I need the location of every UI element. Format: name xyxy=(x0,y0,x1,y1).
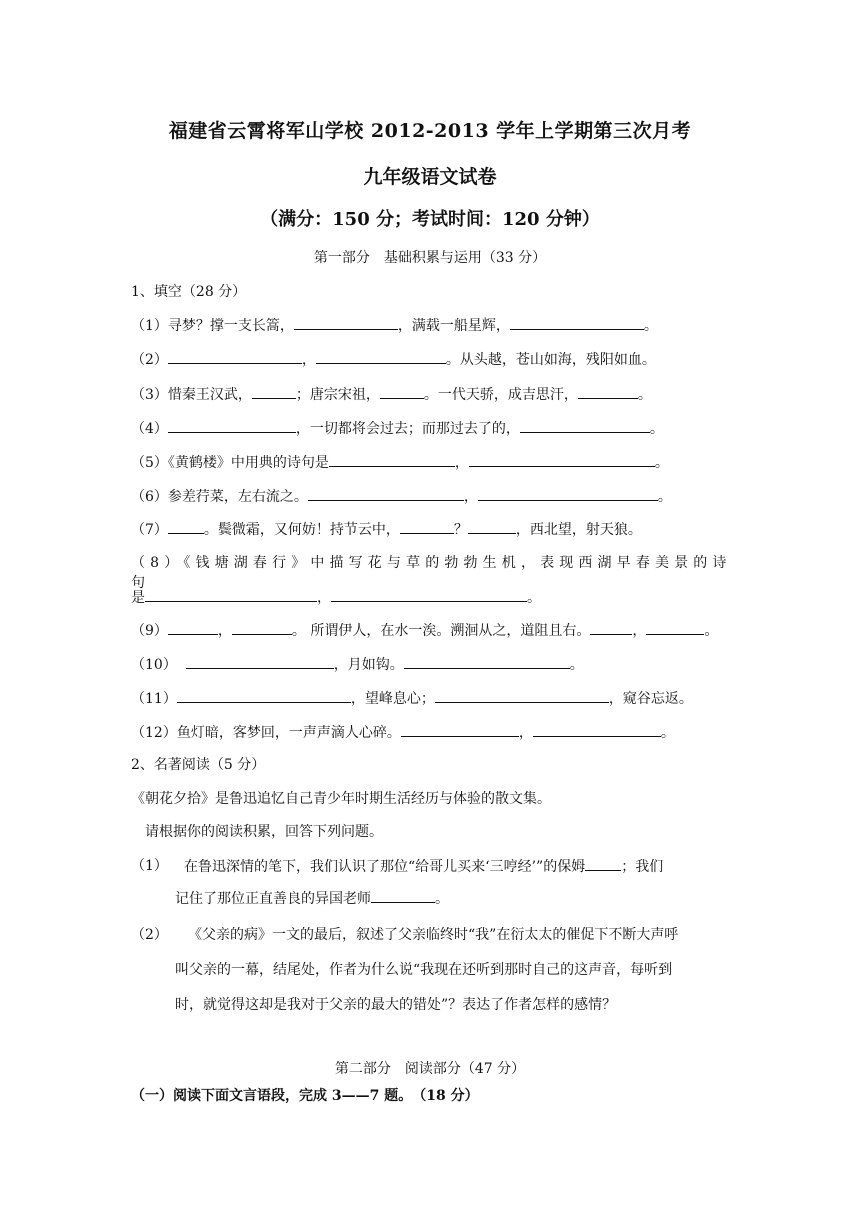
q1-item-7-text-b: 。鬓微霜，又何妨！持节云中， xyxy=(203,522,400,538)
q1-item-7-text-a: （7） xyxy=(131,522,168,538)
q1-item-3 xyxy=(131,384,731,405)
answer-blank[interactable] xyxy=(435,688,609,703)
answer-blank[interactable] xyxy=(168,519,204,534)
answer-blank[interactable] xyxy=(177,688,351,703)
q1-item-3-text-d: 。 xyxy=(637,387,652,403)
q1-item-7-text-d: ，西北望，射天狼。 xyxy=(515,522,642,538)
q1-item-12-text-c: 。 xyxy=(660,725,675,741)
q2-s2-line3: 时，就觉得这却是我对于父亲的最大的错处”？表达了作者怎样的感情？ xyxy=(175,997,617,1013)
q1-item-6 xyxy=(131,486,731,507)
q1-item-1-text-c: 。 xyxy=(643,318,658,334)
q2-s2-line2: 叫父亲的一幕，结尾处，作者为什么说“我现在还听到那时自己的这声音，每听到 xyxy=(175,962,673,978)
q2-s1-line1 xyxy=(184,856,744,877)
answer-blank[interactable] xyxy=(468,519,516,534)
q1-item-10-text-c: 。 xyxy=(569,657,584,673)
q1-item-3-text-c: 。一代天骄，成吉思汗， xyxy=(423,387,578,403)
part2-heading: 第二部分 阅读部分（47 分） xyxy=(334,1061,526,1077)
q1-item-2 xyxy=(131,349,731,370)
q1-item-6-text-c: 。 xyxy=(657,489,672,505)
q1-item-5-text-b: ， xyxy=(454,455,469,471)
answer-blank[interactable] xyxy=(329,452,455,467)
q2-s1-text-d: 。 xyxy=(435,891,449,907)
answer-blank[interactable] xyxy=(469,452,655,467)
answer-blank[interactable] xyxy=(168,620,218,635)
q1-item-11-text-c: ，窥谷忘返。 xyxy=(608,691,693,707)
q1-item-5 xyxy=(131,452,731,473)
answer-blank[interactable] xyxy=(294,315,398,330)
q1-item-10 xyxy=(131,654,731,675)
q1-item-2-text-a: （2） xyxy=(131,352,168,368)
exam-subtitle: 九年级语文试卷 xyxy=(363,166,497,188)
q1-item-1-text-b: ，满载一船星辉， xyxy=(397,318,510,334)
answer-blank[interactable] xyxy=(590,620,632,635)
q1-item-5-text-a: （5）《黄鹤楼》中用典的诗句是 xyxy=(131,455,329,471)
answer-blank[interactable] xyxy=(232,620,292,635)
answer-blank[interactable] xyxy=(316,349,446,364)
answer-blank[interactable] xyxy=(578,384,638,399)
q2-s1-text-c: 记住了那位正直善良的异国老师 xyxy=(175,891,371,907)
q1-item-10-text-b: ，月如钩。 xyxy=(333,657,404,673)
q1-item-9-text-b: ， xyxy=(217,623,232,639)
q1-item-5-text-c: 。 xyxy=(654,455,669,471)
q1-item-3-text-b: ；唐宗宋祖， xyxy=(295,387,380,403)
q1-item-10-text-a: （10） xyxy=(131,657,177,673)
q1-item-2-text-c: 。从头越，苍山如海，残阳如血。 xyxy=(445,352,656,368)
q1-item-8-line1: （8）《钱塘湖春行》中描写花与草的勃勃生机，表现西湖早春美景的诗句 xyxy=(131,555,731,591)
q1-item-4 xyxy=(131,418,731,439)
answer-blank[interactable] xyxy=(186,654,334,669)
q1-item-6-text-a: （6）参差荇菜，左右流之。 xyxy=(131,489,308,505)
q1-item-8-text-d: 。 xyxy=(527,590,541,606)
exam-title: 福建省云霄将军山学校 2012-2013 学年上学期第三次月考 xyxy=(168,120,692,142)
q2-s1-line2 xyxy=(175,888,735,909)
q1-item-9-text-a: （9） xyxy=(131,623,168,639)
answer-blank[interactable] xyxy=(380,384,424,399)
q1-item-9 xyxy=(131,620,731,641)
q2-s2-number: （2） xyxy=(131,927,168,943)
q2-s1-text-b: ；我们 xyxy=(621,859,664,875)
q1-item-3-text-a: （3）惜秦王汉武， xyxy=(131,387,252,403)
q1-item-9-text-e: 。 xyxy=(704,623,719,639)
q1-item-9-text-d: ， xyxy=(632,623,647,639)
q1-item-11-text-b: ，望峰息心； xyxy=(350,691,435,707)
q1-label: 1、填空（28 分） xyxy=(131,284,247,300)
answer-blank[interactable] xyxy=(145,587,317,602)
q1-item-11 xyxy=(131,688,731,709)
q1-item-1-text-a: （1）寻梦？撑一支长篙， xyxy=(131,318,294,334)
answer-blank[interactable] xyxy=(404,654,570,669)
answer-blank[interactable] xyxy=(520,418,650,433)
q2-label: 2、名著阅读（5 分） xyxy=(131,757,266,773)
answer-blank[interactable] xyxy=(308,486,464,501)
q1-item-8-text-c: ， xyxy=(317,590,331,606)
part2-section1-heading: （一）阅读下面文言语段，完成 3——7 题。 （18 分） xyxy=(131,1088,479,1104)
q2-s1-text-a: 在鲁迅深情的笔下，我们认识了那位“给哥儿买来‘三哼经’”的保姆 xyxy=(184,859,586,875)
answer-blank[interactable] xyxy=(168,349,302,364)
answer-blank[interactable] xyxy=(401,722,519,737)
q1-item-7 xyxy=(131,519,731,540)
q2-s1-number: （1） xyxy=(131,858,168,874)
answer-blank[interactable] xyxy=(371,888,435,903)
answer-blank[interactable] xyxy=(252,384,296,399)
answer-blank[interactable] xyxy=(478,486,658,501)
q1-item-9-text-c: 。 所谓伊人，在水一涘。溯洄从之，道阻且右。 xyxy=(291,623,591,639)
q1-item-4-text-c: 。 xyxy=(649,421,664,437)
part1-heading: 第一部分 基础积累与运用（33 分） xyxy=(313,250,547,266)
q1-item-4-text-b: ，一切都将会过去；而那过去了的， xyxy=(295,421,520,437)
q1-item-6-text-b: ， xyxy=(463,489,478,505)
answer-blank[interactable] xyxy=(510,315,644,330)
answer-blank[interactable] xyxy=(168,418,296,433)
q1-item-2-text-b: ， xyxy=(301,352,316,368)
score-time: （满分：150 分；考试时间：120 分钟） xyxy=(260,209,600,230)
q1-item-8-line2 xyxy=(131,587,731,608)
q2-intro: 《朝花夕拾》是鲁迅追忆自己青少年时期生活经历与体验的散文集。 xyxy=(131,791,551,807)
answer-blank[interactable] xyxy=(331,587,527,602)
q1-item-12-text-a: （12）鱼灯暗，客梦回，一声声滴人心碎。 xyxy=(131,725,401,741)
q1-item-12-text-b: ， xyxy=(518,725,533,741)
answer-blank[interactable] xyxy=(646,620,704,635)
q2-prompt: 请根据你的阅读积累，回答下列问题。 xyxy=(145,824,383,840)
q2-s2-line1: 《父亲的病》一文的最后，叙述了父亲临终时“我”在衍太太的催促下不断大声呼 xyxy=(188,927,679,943)
q1-item-1 xyxy=(131,315,731,336)
q1-item-4-text-a: （4） xyxy=(131,421,168,437)
answer-blank[interactable] xyxy=(585,856,621,871)
q1-item-11-text-a: （11） xyxy=(131,691,177,707)
answer-blank[interactable] xyxy=(533,722,661,737)
q1-item-12 xyxy=(131,722,731,743)
q1-item-8-text-b: 是 xyxy=(131,590,145,606)
answer-blank[interactable] xyxy=(400,519,454,534)
q1-item-7-text-c: ？ xyxy=(453,522,468,538)
